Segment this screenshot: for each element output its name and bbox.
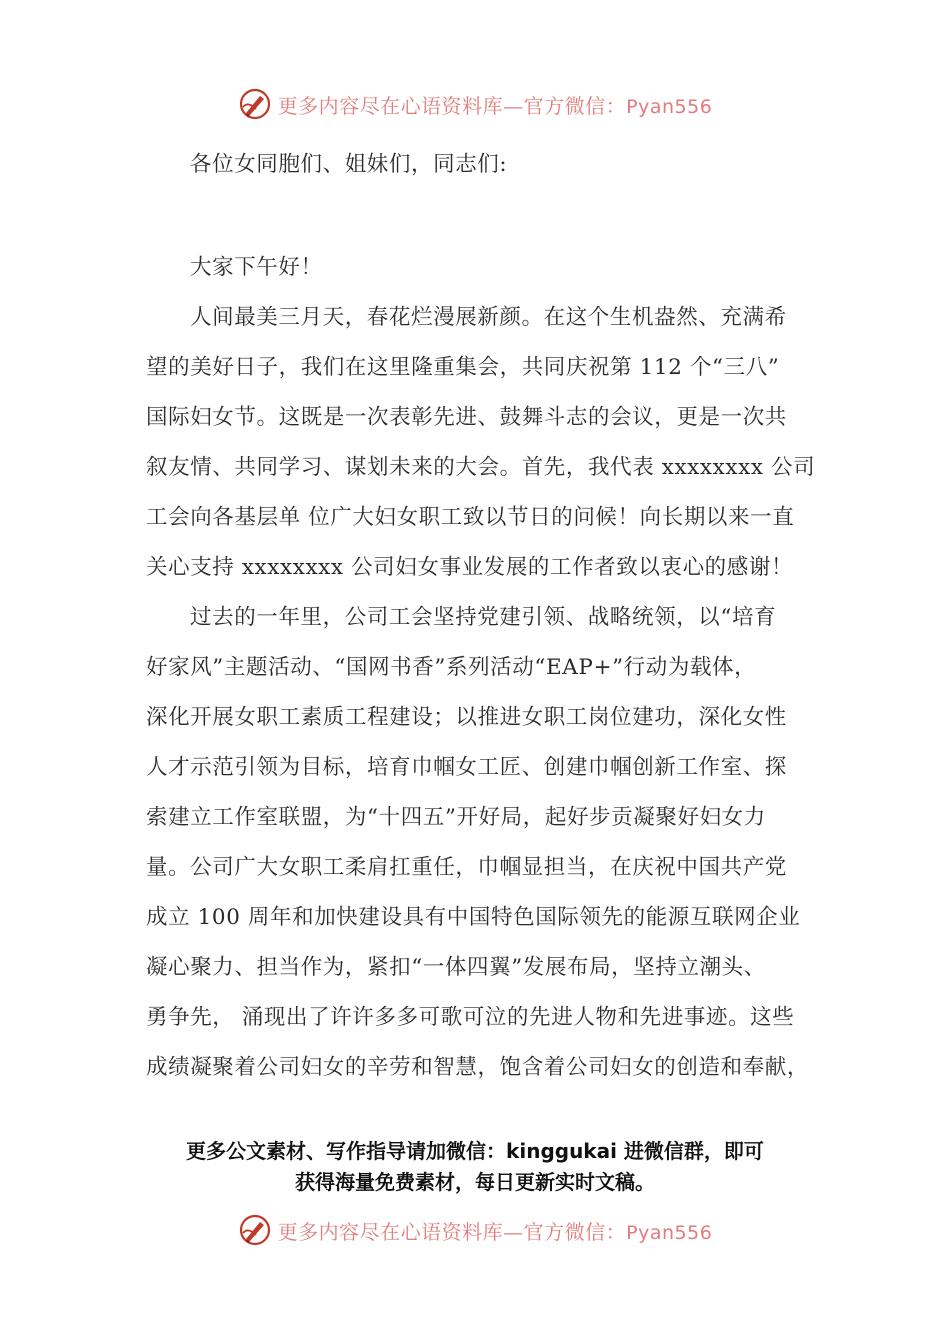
paragraph-line: 人才示范引领为目标，培育巾帼女工匠、创建巾帼创新工作室、探 (146, 755, 787, 780)
paragraph-line: 索建立工作室联盟，为“十四五”开好局，起好步贡凝聚好妇女力 (146, 805, 766, 830)
paragraph-line: 关心支持 xxxxxxxx 公司妇女事业发展的工作者致以衷心的感谢！ (146, 555, 794, 580)
pen-logo-icon (238, 87, 272, 121)
paragraph-line: 好家风”主题活动、“国网书香”系列活动“EAP+”行动为载体， (146, 655, 757, 680)
salutation-line: 大家下午好！ (190, 255, 323, 280)
paragraph-line: 人间最美三月天，春花烂漫展新颜。在这个生机盎然、充满希 (190, 305, 787, 330)
paragraph-line: 国际妇女节。这既是一次表彰先进、鼓舞斗志的会议，更是一次共 (146, 405, 787, 430)
paragraph-line: 成立 100 周年和加快建设具有中国特色国际领先的能源互联网企业 (146, 905, 801, 930)
footer-note-line1: 更多公文素材、写作指导请加微信：kinggukai 进微信群，即可 (186, 1139, 764, 1163)
header-banner (0, 84, 950, 124)
paragraph-line: 工会向各基层单 位广大妇女职工致以节日的问候！向长期以来一直 (146, 505, 795, 530)
footer-banner-text: 更多内容尽在心语资料库—官方微信：Pyan556 (277, 1219, 713, 1244)
paragraph-line: 凝心聚力、担当作为，紧扣“一体四翼”发展布局，坚持立潮头、 (146, 955, 766, 980)
paragraph-line: 深化开展女职工素质工程建设；以推进女职工岗位建功，深化女性 (146, 705, 787, 730)
footer-note (0, 1136, 950, 1198)
paragraph-line: 过去的一年里，公司工会坚持党建引领、战略统领，以“培育 (190, 605, 777, 630)
greeting-line: 各位女同胞们、姐妹们，同志们: (190, 152, 508, 177)
paragraph-line: 成绩凝聚着公司妇女的辛劳和智慧，饱含着公司妇女的创造和奉献， (146, 1055, 810, 1080)
paragraph-line: 叙友情、共同学习、谋划未来的大会。首先，我代表 xxxxxxxx 公司 (146, 455, 816, 480)
paragraph-line: 量。公司广大女职工柔肩扛重任，巾帼显担当，在庆祝中国共产党 (146, 855, 787, 880)
paragraph-line: 勇争先， 涌现出了许许多多可歌可泣的先进人物和先进事迹。这些 (146, 1005, 795, 1030)
pen-logo-icon (238, 1213, 272, 1247)
footer-note-line2: 获得海量免费素材，每日更新实时文稿。 (295, 1170, 655, 1194)
footer-banner (0, 1210, 950, 1250)
header-banner-text: 更多内容尽在心语资料库—官方微信：Pyan556 (277, 93, 713, 118)
paragraph-line: 望的美好日子，我们在这里隆重集会，共同庆祝第 112 个“三八” (146, 355, 780, 380)
